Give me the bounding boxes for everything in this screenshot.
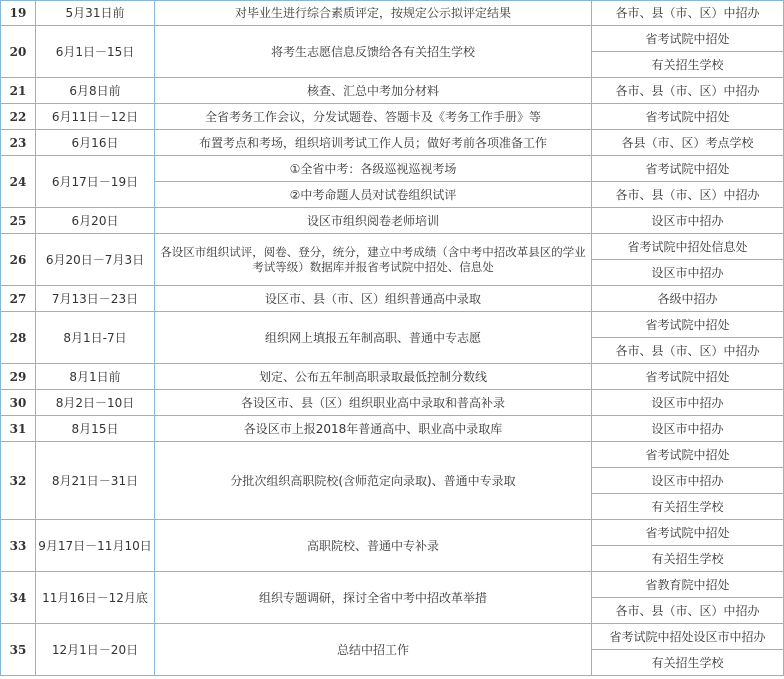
row-date: 9月17日－11月10日 bbox=[36, 520, 155, 572]
row-task: 各设区市、县（区）组织职业高中录取和普高补录 bbox=[155, 390, 592, 416]
row-unit: 各市、县（市、区）中招办 bbox=[592, 182, 784, 208]
table-row bbox=[1, 130, 784, 156]
row-date: 11月16日－12月底 bbox=[36, 572, 155, 624]
row-task: 全省考务工作会议，分发试题卷、答题卡及《考务工作手册》等 bbox=[155, 104, 592, 130]
row-unit: 省考试院中招处 bbox=[592, 312, 784, 338]
row-date: 6月20日 bbox=[36, 208, 155, 234]
row-task: 设区市组织阅卷老师培训 bbox=[155, 208, 592, 234]
row-number: 34 bbox=[1, 572, 36, 624]
row-date: 5月31日前 bbox=[36, 1, 155, 26]
table-row bbox=[1, 208, 784, 234]
row-unit: 省考试院中招处 bbox=[592, 104, 784, 130]
row-unit: 省教育院中招处 bbox=[592, 572, 784, 598]
row-number: 21 bbox=[1, 78, 36, 104]
row-date: 8月21日－31日 bbox=[36, 442, 155, 520]
row-number: 32 bbox=[1, 442, 36, 520]
row-unit: 各市、县（市、区）中招办 bbox=[592, 78, 784, 104]
table-row bbox=[1, 416, 784, 442]
row-unit: 各市、县（市、区）中招办 bbox=[592, 338, 784, 364]
table-row bbox=[1, 78, 784, 104]
row-number: 31 bbox=[1, 416, 36, 442]
row-task: 布置考点和考场，组织培训考试工作人员；做好考前各项准备工作 bbox=[155, 130, 592, 156]
row-task: 划定、公布五年制高职录取最低控制分数线 bbox=[155, 364, 592, 390]
row-date: 6月20日－7月3日 bbox=[36, 234, 155, 286]
row-unit: 各市、县（市、区）中招办 bbox=[592, 1, 784, 26]
row-unit: 各级中招办 bbox=[592, 286, 784, 312]
row-task: 总结中招工作 bbox=[155, 624, 592, 676]
row-unit: 有关招生学校 bbox=[592, 650, 784, 676]
row-unit: 省考试院中招处 bbox=[592, 156, 784, 182]
row-number: 23 bbox=[1, 130, 36, 156]
row-task: 设区市、县（市、区）组织普通高中录取 bbox=[155, 286, 592, 312]
row-unit: 有关招生学校 bbox=[592, 52, 784, 78]
row-task: 对毕业生进行综合素质评定，按规定公示拟评定结果 bbox=[155, 1, 592, 26]
table-row bbox=[1, 390, 784, 416]
row-date: 6月8日前 bbox=[36, 78, 155, 104]
row-date: 8月2日－10日 bbox=[36, 390, 155, 416]
table-row bbox=[1, 624, 784, 650]
row-number: 22 bbox=[1, 104, 36, 130]
row-task: 核查、汇总中考加分材料 bbox=[155, 78, 592, 104]
row-unit: 设区市中招办 bbox=[592, 260, 784, 286]
row-task: ①全省中考：各级巡视巡视考场 bbox=[155, 156, 592, 182]
row-task: 各设区市组织试评，阅卷、登分，统分，建立中考成绩（含中考中招改革县区的学业考试等级）数据库并报省考试院中招处、信息处 bbox=[155, 234, 592, 286]
row-unit: 省考试院中招处 bbox=[592, 442, 784, 468]
row-date: 8月15日 bbox=[36, 416, 155, 442]
row-date: 8月1日-7日 bbox=[36, 312, 155, 364]
row-task: 组织网上填报五年制高职、普通中专志愿 bbox=[155, 312, 592, 364]
row-task: 分批次组织高职院校(含师范定向录取)、普通中专录取 bbox=[155, 442, 592, 520]
row-unit: 省考试院中招处信息处 bbox=[592, 234, 784, 260]
row-number: 27 bbox=[1, 286, 36, 312]
row-task: 高职院校、普通中专补录 bbox=[155, 520, 592, 572]
row-unit: 各县（市、区）考点学校 bbox=[592, 130, 784, 156]
row-unit: 省考试院中招处 bbox=[592, 26, 784, 52]
table-row bbox=[1, 364, 784, 390]
row-date: 6月16日 bbox=[36, 130, 155, 156]
table-row bbox=[1, 1, 784, 26]
table-row bbox=[1, 286, 784, 312]
schedule-body bbox=[1, 1, 784, 676]
row-number: 20 bbox=[1, 26, 36, 78]
table-row bbox=[1, 442, 784, 468]
table-row bbox=[1, 572, 784, 598]
row-number: 29 bbox=[1, 364, 36, 390]
row-number: 26 bbox=[1, 234, 36, 286]
row-task: 将考生志愿信息反馈给各有关招生学校 bbox=[155, 26, 592, 78]
row-task: 各设区市上报2018年普通高中、职业高中录取库 bbox=[155, 416, 592, 442]
row-date: 6月11日－12日 bbox=[36, 104, 155, 130]
row-number: 30 bbox=[1, 390, 36, 416]
row-task: ②中考命题人员对试卷组织试评 bbox=[155, 182, 592, 208]
table-row bbox=[1, 312, 784, 338]
row-unit: 各市、县（市、区）中招办 bbox=[592, 598, 784, 624]
table-row bbox=[1, 104, 784, 130]
row-number: 33 bbox=[1, 520, 36, 572]
row-unit: 设区市中招办 bbox=[592, 208, 784, 234]
row-unit: 省考试院中招处设区市中招办 bbox=[592, 624, 784, 650]
row-unit: 设区市中招办 bbox=[592, 416, 784, 442]
row-task: 组织专题调研，探讨全省中考中招改革举措 bbox=[155, 572, 592, 624]
table-row bbox=[1, 234, 784, 260]
row-unit: 有关招生学校 bbox=[592, 494, 784, 520]
row-unit: 有关招生学校 bbox=[592, 546, 784, 572]
row-number: 25 bbox=[1, 208, 36, 234]
row-date: 6月17日－19日 bbox=[36, 156, 155, 208]
row-number: 28 bbox=[1, 312, 36, 364]
table-row bbox=[1, 156, 784, 182]
row-number: 35 bbox=[1, 624, 36, 676]
row-date: 8月1日前 bbox=[36, 364, 155, 390]
row-number: 19 bbox=[1, 1, 36, 26]
table-row bbox=[1, 26, 784, 52]
row-date: 6月1日－15日 bbox=[36, 26, 155, 78]
row-date: 7月13日－23日 bbox=[36, 286, 155, 312]
row-unit: 省考试院中招处 bbox=[592, 364, 784, 390]
table-row bbox=[1, 520, 784, 546]
row-date: 12月1日－20日 bbox=[36, 624, 155, 676]
row-number: 24 bbox=[1, 156, 36, 208]
row-unit: 省考试院中招处 bbox=[592, 520, 784, 546]
row-unit: 设区市中招办 bbox=[592, 390, 784, 416]
row-unit: 设区市中招办 bbox=[592, 468, 784, 494]
